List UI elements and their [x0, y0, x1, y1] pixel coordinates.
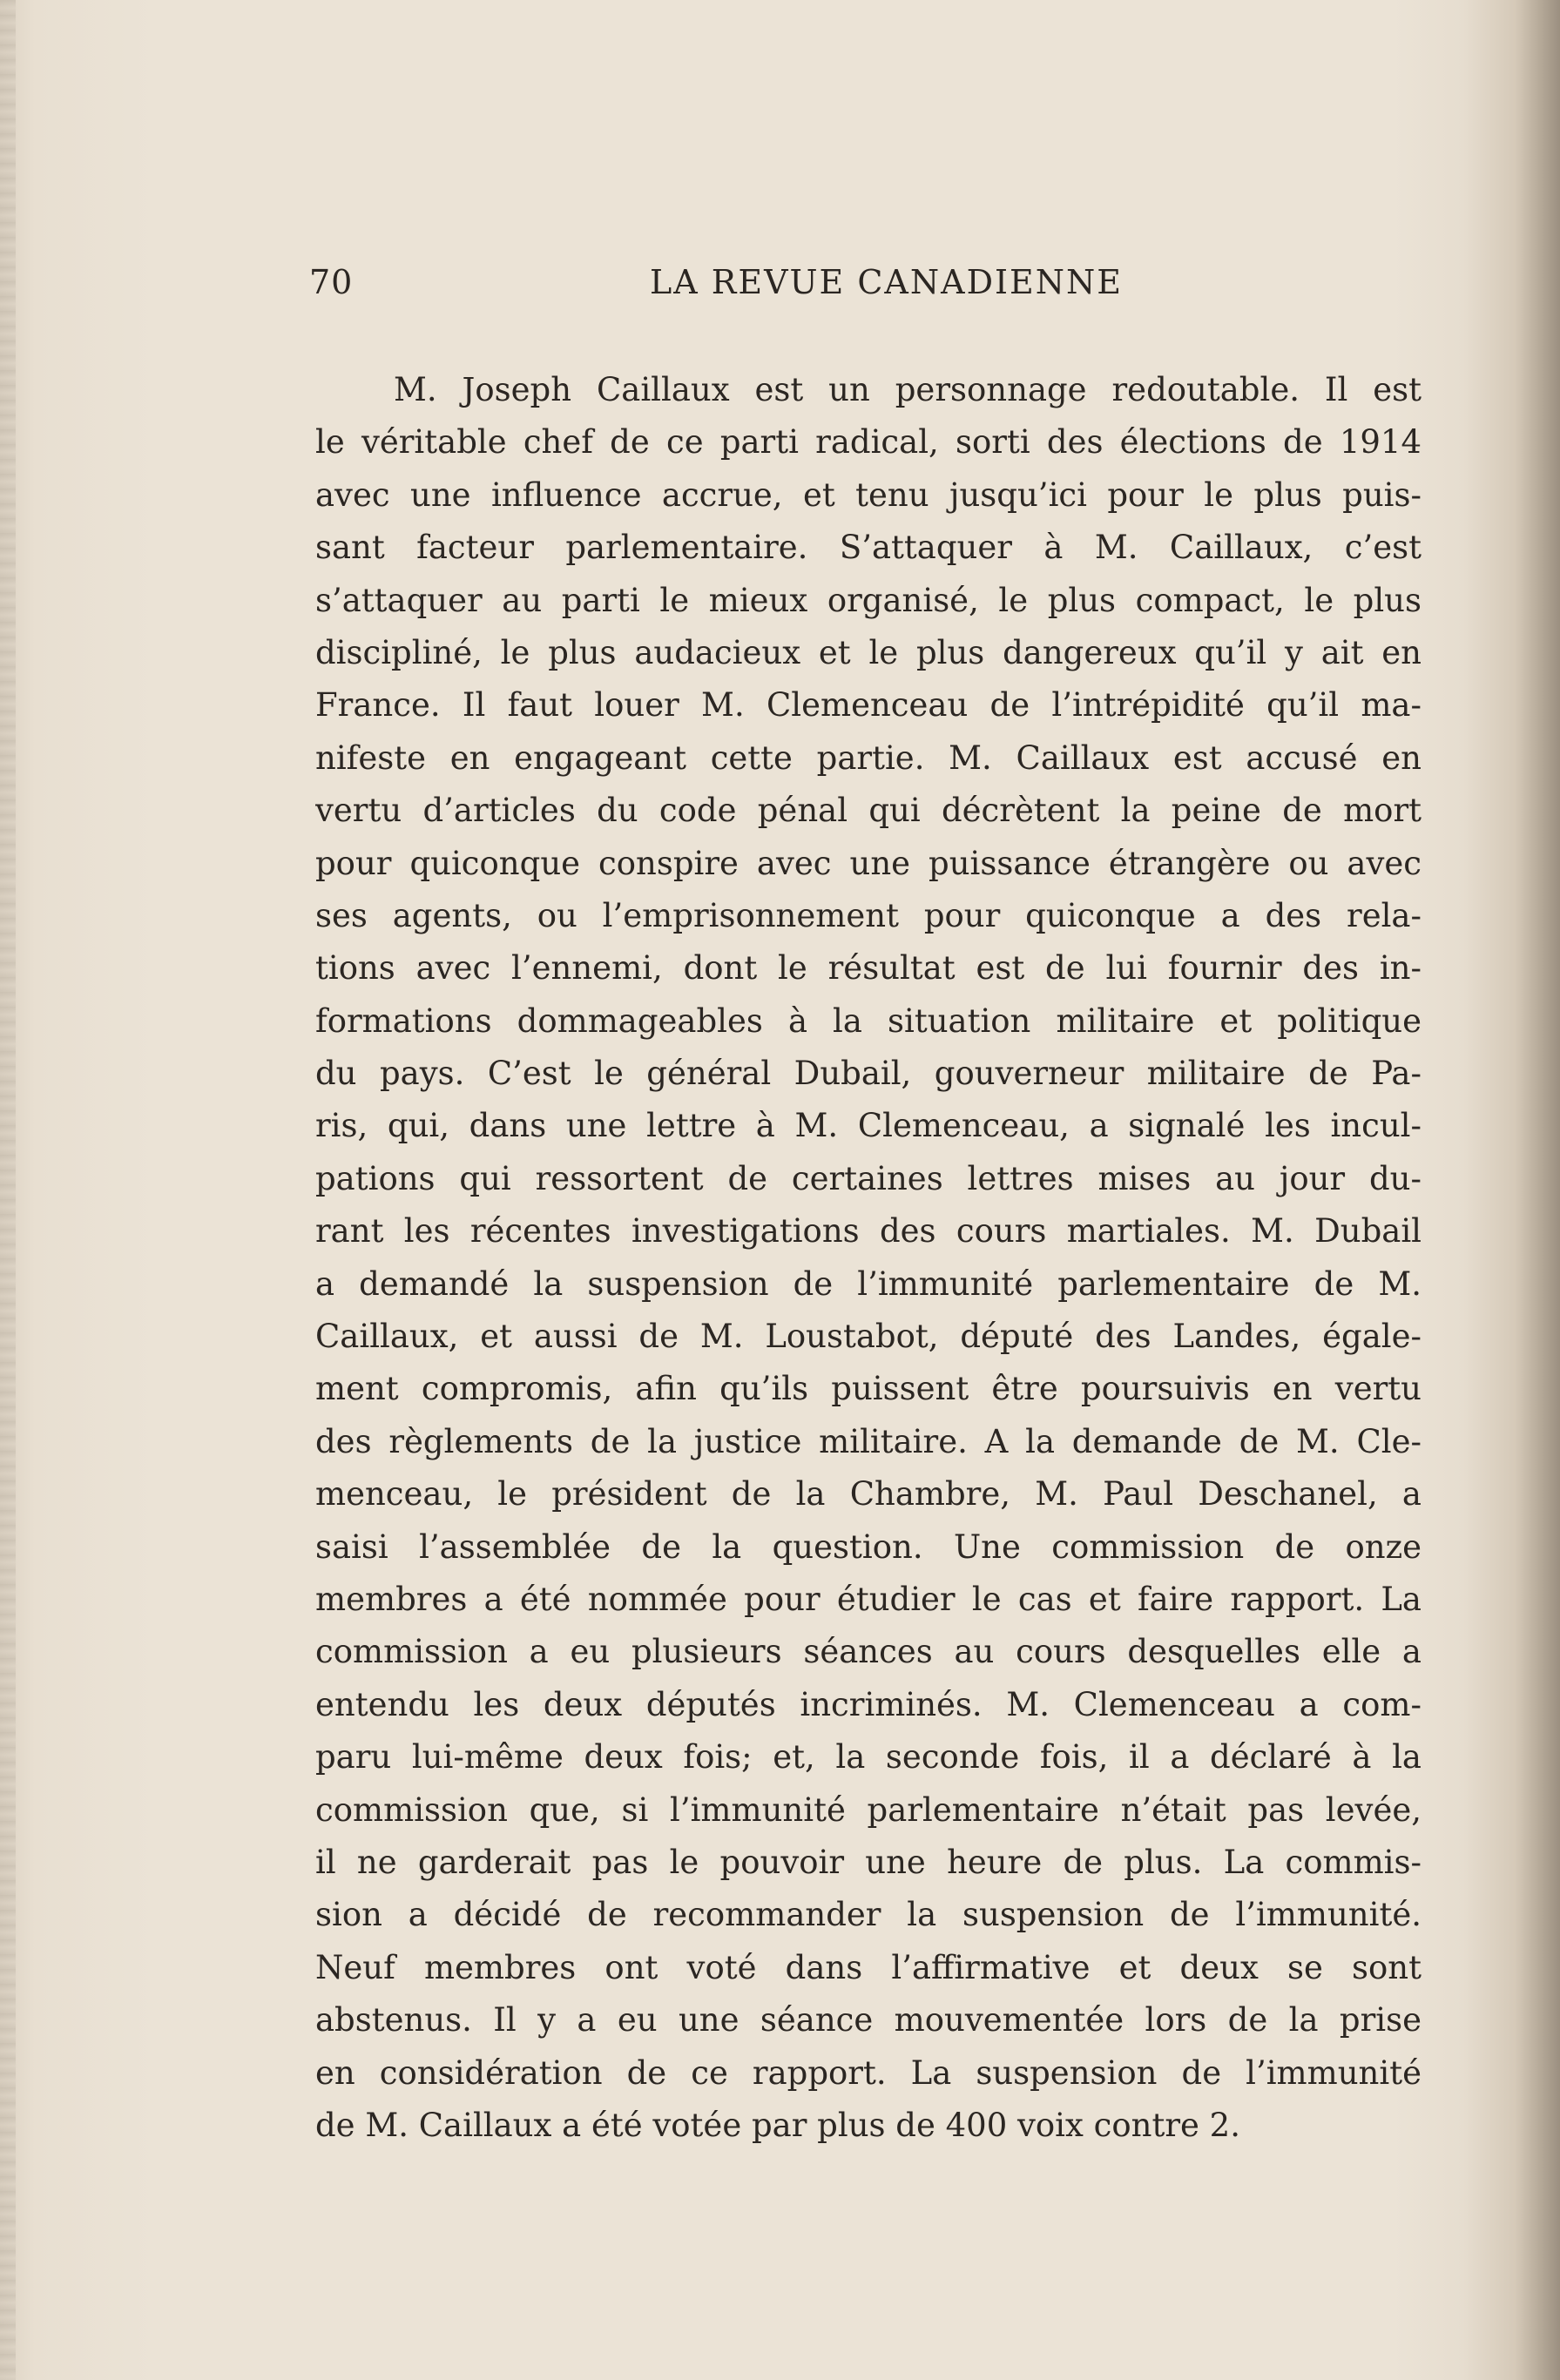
text-line: avec une influence accrue, et tenu jusqu’ici pour le plus puis-	[315, 475, 1422, 514]
text-line: entendu les deux députés incriminés. M. Clemenceau a com-	[315, 1685, 1422, 1723]
text-line: pations qui ressortent de certaines lettres mises au jour du-	[315, 1159, 1422, 1197]
text-line: saisi l’assemblée de la question. Une commission de onze	[315, 1527, 1422, 1566]
text-line: le véritable chef de ce parti radical, sorti des élections de 1914	[315, 423, 1422, 462]
text-line: menceau, le président de la Chambre, M. Paul Deschanel, a	[315, 1475, 1422, 1514]
text-line: pour quiconque conspire avec une puissance étrangère ou avec	[315, 844, 1422, 882]
text-line: tions avec l’ennemi, dont le résultat est de lui fournir des in-	[315, 949, 1422, 988]
text-line: s’attaquer au parti le mieux organisé, le plus compact, le plus	[315, 581, 1422, 619]
text-line: discipliné, le plus audacieux et le plus dangereux qu’il y ait en	[315, 633, 1422, 671]
text-line: Caillaux, et aussi de M. Loustabot, député des Landes, égale-	[315, 1318, 1422, 1356]
text-line: commission a eu plusieurs séances au cours desquelles elle a	[315, 1633, 1422, 1671]
article-paragraph	[315, 364, 1422, 2152]
running-head	[309, 260, 1428, 305]
journal-title: LA REVUE CANADIENNE	[649, 263, 1124, 301]
text-line: nifeste en engageant cette partie. M. Caillaux est accusé en	[315, 738, 1422, 777]
text-line: de M. Caillaux a été votée par plus de 400 voix contre 2.	[315, 2106, 1240, 2144]
text-line: paru lui-même deux fois; et, la seconde fois, il a déclaré à la	[315, 1738, 1422, 1777]
text-line: vertu d’articles du code pénal qui décrètent la peine de mort	[315, 792, 1422, 830]
text-line: en considération de ce rapport. La suspension de l’immunité	[315, 2053, 1422, 2092]
text-line: sant facteur parlementaire. S’attaquer à M. Caillaux, c’est	[315, 529, 1422, 567]
text-line: abstenus. Il y a eu une séance mouvementée lors de la prise	[315, 2001, 1422, 2040]
page-number: 70	[309, 263, 354, 301]
text-line: membres a été nommée pour étudier le cas et faire rapport. La	[315, 1580, 1422, 1618]
text-line: formations dommageables à la situation militaire et politique	[315, 1001, 1422, 1040]
text-line: ses agents, ou l’emprisonnement pour quiconque a des rela-	[315, 896, 1422, 934]
text-line: ris, qui, dans une lettre à M. Clemenceau, a signalé les incul-	[315, 1107, 1422, 1145]
text-line: Neuf membres ont voté dans l’affirmative et deux se sont	[315, 1948, 1422, 1986]
text-line: sion a décidé de recommander la suspension de l’immunité.	[315, 1896, 1422, 1934]
text-line: des règlements de la justice militaire. A la demande de M. Cle-	[315, 1422, 1422, 1460]
text-line: ment compromis, afin qu’ils puissent être poursuivis en vertu	[315, 1370, 1422, 1408]
text-line: France. Il faut louer M. Clemenceau de l’intrépidité qu’il ma-	[315, 686, 1422, 725]
text-line: commission que, si l’immunité parlementaire n’était pas levée,	[315, 1790, 1422, 1829]
text-line: il ne garderait pas le pouvoir une heure de plus. La commis-	[315, 1843, 1422, 1881]
text-line: a demandé la suspension de l’immunité parlementaire de M.	[315, 1264, 1422, 1303]
page-binding-edge	[0, 0, 16, 2380]
text-line: du pays. C’est le général Dubail, gouverneur militaire de Pa-	[315, 1055, 1422, 1093]
text-line: M. Joseph Caillaux est un personnage redoutable. Il est	[394, 371, 1422, 408]
text-line: rant les récentes investigations des cours martiales. M. Dubail	[315, 1212, 1422, 1251]
